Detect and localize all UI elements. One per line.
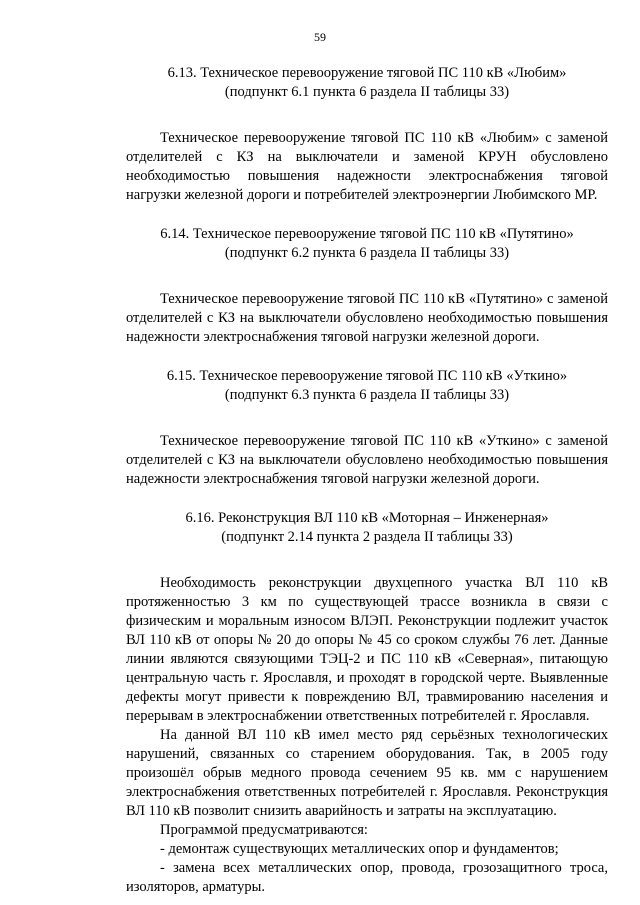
list-item: - демонтаж существующих металлических опор и фундаментов;	[160, 841, 559, 857]
section-paragraph: Техническое перевооружение тяговой ПС 110 кВ «Любим» с заменой отделителей с КЗ на выключатели и заменой КРУН обусловлено необходимостью повышения надежности электроснабжения тяговой нагрузки железной дороги и потребителей электроэнергии Любимского МР.	[126, 130, 608, 203]
section-title: 6.13. Техническое перевооружение тяговой ПС 110 кВ «Любим»	[167, 65, 567, 81]
section-title: 6.14. Техническое перевооружение тяговой ПС 110 кВ «Путятино»	[160, 226, 574, 242]
list-item: - замена всех металлических опор, провода, грозозащитного троса, изоляторов, арматуры.	[126, 860, 608, 895]
page-number: 59	[314, 30, 326, 44]
section-heading-6-13	[126, 64, 608, 102]
section-paragraph: Программой предусматриваются:	[160, 822, 368, 838]
section-reference: (подпункт 6.1 пункта 6 раздела II таблицы 33)	[224, 84, 510, 100]
section-paragraph: На данной ВЛ 110 кВ имел место ряд серьёзных технологических нарушений, связанных со старением оборудования. Так, в 2005 году произошёл обрыв медного провода сечением 95 кв. мм с нарушением электроснабжения ответственных потребителей г. Ярославля. Реконструкция ВЛ 110 кВ позволит снизить аварийность и затраты на эксплуатацию.	[126, 727, 608, 819]
section-reference: (подпункт 6.3 пункта 6 раздела II таблицы 33)	[224, 387, 510, 403]
section-reference: (подпункт 2.14 пункта 2 раздела II таблицы 33)	[221, 529, 513, 545]
section-paragraph: Техническое перевооружение тяговой ПС 110 кВ «Уткино» с заменой отделителей с КЗ на выключатели обусловлено необходимостью повышения надежности электроснабжения тяговой нагрузки железной дороги.	[126, 433, 608, 487]
section-title: 6.16. Реконструкция ВЛ 110 кВ «Моторная – Инженерная»	[185, 510, 549, 526]
section-heading-6-16	[126, 509, 608, 547]
section-reference: (подпункт 6.2 пункта 6 раздела II таблицы 33)	[224, 245, 510, 261]
section-heading-6-14	[126, 225, 608, 263]
section-paragraph: Техническое перевооружение тяговой ПС 110 кВ «Путятино» с заменой отделителей с КЗ на выключатели обусловлено необходимостью повышения надежности электроснабжения тяговой нагрузки железной дороги.	[126, 291, 608, 345]
section-title: 6.15. Техническое перевооружение тяговой ПС 110 кВ «Уткино»	[166, 368, 568, 384]
section-paragraph: Необходимость реконструкции двухцепного участка ВЛ 110 кВ протяженностью 3 км по существующей трассе возникла в связи с физическим и моральным износом ВЛЭП. Реконструкции подлежит участок ВЛ 110 кВ от опоры № 20 до опоры № 45 со сроком службы 76 лет. Данные линии являются связующими ТЭЦ-2 и ПС 110 кВ «Северная», питающую центральную часть г. Ярославля, и проходят в городской черте. Выявленные дефекты могут привести к повреждению ВЛ, травмированию населения и перерывам в электроснабжении ответственных потребителей г. Ярославля.	[126, 575, 608, 724]
section-heading-6-15	[126, 367, 608, 405]
document-body	[126, 64, 608, 897]
